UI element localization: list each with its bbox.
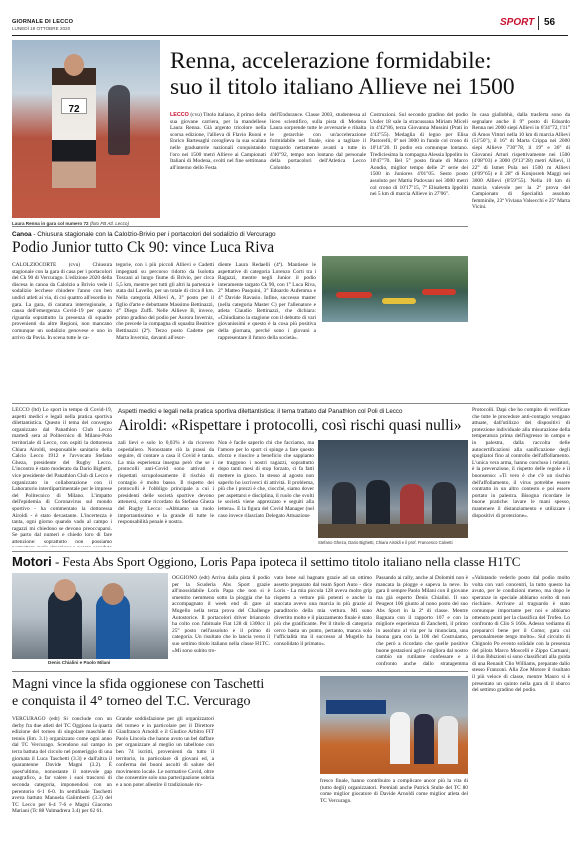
article5-column-1: VERCURAGO (edt) Si conclude con un derby fra due atleti del TC Oggiono la quarta edizione del torneo di singolare maschile di tennis (lim. 3.1) organizzato come ogni anno dal TC Vercurago. Scendono sul campo in terra battuta del circolo nel pomeriggio di una giornata il Luca Taschetti (3.3) e dall'altra il quarantenne Davide Magni (3.2). È quest'ultimo, nonostante il notevole gap anagrafico, a far valere i suoi trascorsi di seconda categoria, imponendosi con un perentorio 6-1 6-0. In semifinale Taschetti aveva battuto Manuela Galimberti (3.3) del TC Lecco per 6-4 7-6 e Magni Giacomo Mariani (Tc 88 Valmadrera 3.4) per 62 61. <box>12 716 112 815</box>
section-divider <box>538 16 539 30</box>
article1-tag: (cvu) <box>190 112 202 118</box>
canoe-2 <box>382 298 416 304</box>
article1-column-3: Costruzioni. Sul secondo gradino del podio Under 18 sale la stracussana Miriam Miceli in 4'42"86, terza Giovanna Mussini (Prati in 4'43"55). Medaglia di legno per Elisa Pastorelli, 6ª nei 3000 in fundo col crono di 10'14"20. Il podio era comunque lontano. Trediciesima la compagna Alessia Ippolito in 10'47"70. Bel 5° posto finale di Marco Aondio, miglior tempo delle 2ª serie dei 1500 in Juniores 4'01"05. Sesto posto assoluto per Mattia Padovani nei 3000 metri col crono di 10'17"15, 7ª Elisabetta Ippoliti nei 5 km di marcia Allieve in 27'06". <box>370 112 468 198</box>
article1-headline <box>170 48 570 100</box>
rally-photo-caption: Denis Chialini e Paolo Milani <box>48 660 111 665</box>
article3-column-3: Non è facile saperlo chi che facciamo, ma l'amore per lo sport ci spinge a fare questo sforzo e riuscire a beneficio che sappiamo ne traggono i nostri ragazzi, soprattutto dopo tanti mesi di stop forzato, ci fa fatti mettere in gioco. In stesso al agosto non saperlo ho iscriverci di attività. Il problema, più che i prezzi è che, ciocché, siamo dover per aspettarsi e disciplina, il ruolo che svolti le società viene apprezzato e seguiti alla lettera». E la figura del Covid Manager (nel caso invece rilasciato Delegato Attuazione <box>218 440 314 519</box>
kicker-label: Canoa <box>12 231 32 238</box>
article1-dateline: LECCO <box>170 112 189 118</box>
article1-text-2: dell'Endurance. Classe 2003, studentessa al liceo scientifico, sulla pista di Modena Laura sorprende tutte le avversarie e ribalta le gerarchie con un'accelerazione formidabile nel finale, sino a tagliare il traguardo nettamente avanti a tutte in 4'40"92, tempo non lontano dal personale della portacolori dell'Atletica Lecco Colombo <box>270 112 366 171</box>
kicker-text: - Chiusura stagionale con la Calolzio-Brivio per i portacolori del sodalizio di Vercurago <box>33 231 276 238</box>
caption-credit: (foto FB Atl. Lecco) <box>89 221 130 226</box>
article3-column-2: zali lievi e solo lo 0,03% è da ricovero ospedaliero. Nonostante ciò la prassi da seguire, di contare a casa il Covid è tanta. La mia esperienza insegna però che se i protocolli anti-Covid sono attivati e rispettati scrupolosamente il rischio di contagio è molto basso. Il rispetto dei protocolli è l'obbligo principale a cui i presidenti delle società sportive devono attenersi, come ricordato da Stefano Gheza del Rugby Lecco: «Abbiamo un ruolo importantissimo e la grande di tutte le responsabilità penale è nostra. <box>118 440 214 526</box>
speaker-1 <box>332 482 356 530</box>
masthead-rule <box>12 35 568 36</box>
article5-column-2: Grande soddisfazione per gli organizzatori del torneo e in particolare per il Direttore Gianfranco Arnoldi e il Giudice Arbitro FIT Paolo Lincola che hanno avuto un bel daffare per organizzare al meglio un tabellone con ben 74 iscritti, provenienti da tutto il territorio, in particolare di giovani ed, a conferma dei buoni ascolti di salute del movimento locale. Le normative Covid, oltre che consentire solo una partecipazione sobria e a non poter allestire il tradizionale rin- <box>116 716 214 788</box>
article4-column-2: vato bene sul bagnato grazie ad un ottimo assetto preparato dal team Sport Auto - dice Loris - La mia piccola 128 aveva molto grip rispetto a vetture più potenti e anche la staccata avevo una marcia in più grazie al paraditorio della mia vettura. Mi sono divertito molto e il piazzamento finale è stato più che gratificante. Per il titolo di categoria cerco basta un punto, pertanto, manca solo l'ufficialità ma il successo al Mugello ha consolidato il primato». <box>274 575 372 647</box>
headline-line-2: suo il titolo italiano Allieve nei 1500 <box>170 74 515 100</box>
article1-column-1 <box>170 112 266 220</box>
tennis-photo <box>320 676 468 774</box>
conference-photo <box>318 440 468 538</box>
article2-column-2: tegorie, con i più piccoli Allievi e Cadetti impegnati su percorso ridotto da Isolotta Toscani al lungo fiume di Brivio, per circa 5,5 km, mentre per tutti gli altri la partenza è stata dal Lavello, per un totale di circa 8 km. Nella categoria Allievi A, 3° posto per il figlio d'arte e debuttante Massimo Bettinazzi, 4° Diego Zuffi. Nelle Allieve B, invece, primo gradino del podio per Aurora Inverniz, che precede la compagna di squadra Beatrice Bettinazzi (2ª). Terzo posto Cadette per Marta Inverniz, davanti all'esor- <box>116 262 214 341</box>
bib-tag <box>61 98 87 114</box>
canoe-photo <box>322 256 468 322</box>
article3-kicker: Aspetti medici e legali nella pratica sportiva dilettantistica: il tema trattato dal Panathlon col Poli di Lecco <box>118 408 403 415</box>
player-3 <box>438 716 458 764</box>
article5-headline <box>12 676 312 710</box>
page-number: 56 <box>544 17 556 28</box>
article5-column-3: fresco finale, hanno contribuito a complicare ancor più la vita di (tutto degli) organizzatori. Premiati anche Patrick Stulte del TC 80 come miglior giocatore di Davide Arnoldi come miglior atleta del TC Vercurago. <box>320 778 468 804</box>
caption-main: Laura Renna in gara col numero 72 <box>12 221 89 226</box>
article3-column-4: Protocolli. Dapi che ho compito di verificare che tutte le procedure anti-contagio vengano attuate, dall'utilizzo dei dispositivi di protezione individuale alla misurazione della temperatura prima dell'ingresso in campo e in palestra, dalla raccolta delle autocertificazioni alla sanificazione degli spogliatoi fino al controllo dell'affollamento. L'unica vera arma, hanno concluso i relatori, è la prevenzione, il rispetto delle regole e il buonsenso: «Ti vero è che c'è un rischio dell'affollamento, il virus potrebbe essere contratto in un altro contesto e poi essere portato in palestra. Bisogna ricordare le buone pratiche: lavare le mani spesso, mantenere il distanziamento e utilizzare i dispositivi di protezione». <box>472 407 570 519</box>
conference-photo-caption: Stefano Gheza, Dario Bighetti, Chiara Airoldi e il prof. Francesco Calvetti <box>318 540 453 545</box>
speaker-2 <box>366 480 390 530</box>
article1-column-2 <box>270 112 366 220</box>
driver-2-head <box>102 583 124 605</box>
speaker-4 <box>432 482 456 530</box>
article4-column-4: «Valutando vederlo posto dal podio molto volta con vari concentri, la tutto questo ha avuto, per le condizioni meteo, ma dopo le speranze in speciale abbiamo scelto di non rischiare. Arrivare al traguardo è stato comunque importante per noi e abbiamo ottenuto punti per la classifica del Trofeo. Lo confronto di Clio S 160s. Adesso vediamo di prepararci bene per il Como; gara cui personalmente tengo molto». Sul circuito di Chignolo Po evento solidale con la presenza del pilota Marco Moscelli e Zippo Cartuani; il duo Bduzioni si sono classificati alla guida di una Renault Clio Williams, preparate dallo stesso Franzoni. Alla Zoe Motore il risultato il più veloce di classe, mentre Mauro si è presentato un quinto nella gara di il sbarco del settimo gradino del podio. <box>472 575 570 694</box>
paper-date: LUNEDÌ 19 OTTOBRE 2020 <box>12 26 71 31</box>
article3-headline: Airoldi: «Rispettare i protocolli, così rischi quasi nulli» <box>118 417 462 434</box>
article5-headline-line-1: Magni vince la sfida oggionese con Taschetti <box>12 677 265 692</box>
canoe-3 <box>422 289 456 295</box>
article2-column-3: diente Laura Redaelli (4ª). Mantiene le aspettative di categoria Lorenzo Corti tra i Ragazzi, mentre negli Junior il podio interamente targato Ck 90, con 1° Luca Riva, 2° Matteo Pasquini, 3° Edoardo Aufemma e 4° Davide Ravasio. Infine, successo master (nella categoria Master C) per l'allenatore e atleta Claudio Bettinazzi, che dichiara: «Chiudiamo la stagione con il debutto di vari giovanissimi e questo è la cosa più positiva della giornata, perché sono i giovani a rappresentare il futuro della società». <box>218 262 316 341</box>
canoe-1 <box>336 292 372 298</box>
article3-rule <box>12 551 568 552</box>
article4-column-1: OGGIONO (edt) Arriva dalla pista il podio per la Scuderia Abs Sport grazie all'inossidabile Loris Papa che non si è smentito nemmeno sotto la pioggia che ha accompagnato il week end di gare al Mugello nella terza prova del Challenge Autostorice. Il portacolori driver brianzolo ha colto con l'abituale Fiat 128 di 1300cc il 25° posto nell'assoluto e il primo di categoria. Un risultato che lo lancia verso il suo settimo titolo italiano nella classe H1TC. «Mi sono subito tro- <box>172 575 270 654</box>
player-2 <box>414 714 434 764</box>
article5-headline-line-2: e conquista il 4° torneo del T.C. Vercurago <box>12 694 251 709</box>
bib-number: 72 <box>68 104 80 115</box>
article1-text-1: Titolo italiano, il primo della sua giovane carriera, per la mandellese Laura Renna. Già argento tricolore nella scorsa edizione, l'allieva di Flavio Ruoni e Enrico Bartesaghi coroglieva la sua scalata nelle graduatorie nazionali conquistando l'oro nei 1500 metri Allieve ai Campionati Italiani di Modena, svolti nel fine settimana all'interno dello Festa <box>170 112 266 171</box>
motori-label: Motori <box>12 554 52 569</box>
motori-headline-text: - Festa Abs Sport Oggiono, Loris Papa ipoteca il settimo titolo italiano nella classe H1TC <box>54 554 521 569</box>
paper-name: GIORNALE DI LECCO <box>12 19 74 25</box>
article2-column-1: CALOLZIOCORTE (cvu) Chiusura stagionale con la gara di casa per i portacolori del Ck 90 di Vercurago. L'edizione 2020 della discesa in canoa da Calolzio a Brivio vede il sodalizio lecchese chiudere l'anno con ben undici atleti ai via, di cui quattro all'esordio in gara. La gara, di caratura interregionale, a causa dell'emergenza Covid-19 per quanto riguarda soprattutto la presenza di squadre provenienti da altre Regioni, non mancano comunque un sodalizio genovese e uno in arrivo da Pavia. In scena tutte le ca- <box>12 262 112 341</box>
article4-column-3: Passando ai rally, anche al Dolomiti non è mancata la plogge e sapeva la neve. In gara il sempre Paolo Milani con il giovane ma già esperto Denis Chialini. Il suo Peugeot 106 giunto al nono posto del suo Abs Sport in la 2ª di classe. Mentre Bagnara con il rapporto 107 e con la migliore esperienza di Zanchetti, il primo in assoluto al via per la rinunciata, una buona gara con la 106 del Costruiamo, che però a ricordato che quelle positive buone gestazioni agli e migliora dal nostro cambio un rutilante confessare e a confronto anche dallo stratagemma <box>376 575 468 667</box>
runner-figure <box>52 68 96 188</box>
article4-headline <box>12 554 572 570</box>
tennis-banner <box>326 700 386 714</box>
headline-line-1: Renna, accelerazione formidabile: <box>170 48 492 74</box>
article4-rule <box>12 671 468 672</box>
renna-photo <box>12 40 160 218</box>
article2-rule <box>12 403 568 404</box>
article3-column-1: LECCO (ltd) Lo sport in tempo di Covid-19, aspetti medici e legali nella pratica sportiva dilettantistica. Questo il tema del convegno organizzato dal Panathlon Club Lecco martedì sera al Politecnico di Milano-Polo territoriale di Lecco, con ospiti la dottoressa Chiara Airoldi, responsabile sanitario della Calcio Lecco 1912 e l'avvocato Stefano Gheza, presidente del Rugby Lecco. L'incontro è stato moderato da Dario Bighetti, vice presidente del Panathlon Club di Lecco e organizzato in collaborazione con il Laboratorio interdipartimentale per le imprese del Politecnico di Milano. L'impatto dell'epidemia di Coronavirus sul mondo sportivo - ha commentato la dottoressa Airoldi - è stato devastante. L'incertezza è tanta, ogni giorno quando vado al campo i ragazzi mi chiedono se devono preoccuparsi. Se parto dal numeri e chiedo loro di fare attenzione: soprattutto non possiamo <box>12 407 112 545</box>
article2-headline: Podio Junior tutto Ck 90: vince Luca Riva <box>12 239 275 256</box>
driver-1-head <box>54 579 76 601</box>
conference-table <box>318 524 468 538</box>
article1-column-4: In casa giallobhù, dalla trasferta sono da segnalare anche il 9° posto di Edoardo Renna nei 2000 siepi Allievi in 6'34"72, l'11° di Amos Vittori nella 10 km di marcia Allievi (51'50"), il 16° di Marta Crippa nei 2000 siepi Allieve 7'30"78, il 19° e 36° di Giovanni Arturi rispettivamente nei 1500 (4'08"03) e 3000 (9'13"28) metri Allievi, il 22° di Ismet Pula nei 1500 m Allievi (4'09"65) e il 28° di Konjosreh Maggi nei 3000 Allievi (8'59"55). Nella 10 km di marcia valevole per la 2ª prova del Campionato di Specialità assoluto femminile, 23ª Viviana Valsecchi e 25ª Marta Vicini. <box>472 112 570 211</box>
rally-photo <box>12 573 168 659</box>
runner-head <box>64 54 84 76</box>
section-label: SPORT <box>500 17 535 28</box>
runner-background-figure <box>108 85 130 155</box>
article1-rule <box>12 226 468 227</box>
player-1 <box>390 712 410 764</box>
article2-kicker <box>12 231 468 238</box>
